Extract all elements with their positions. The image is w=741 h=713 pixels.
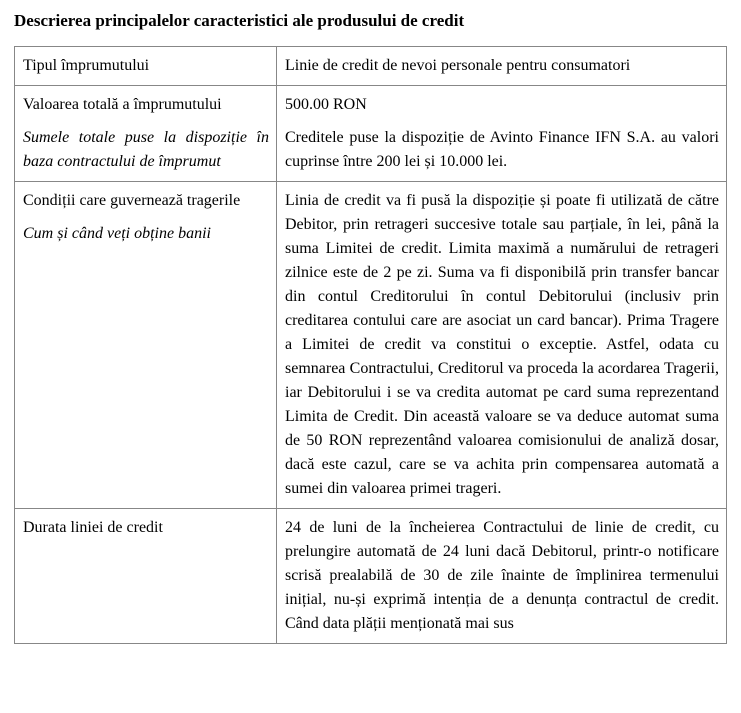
duration-label-cell — [15, 509, 277, 644]
total-value-value-cell — [277, 86, 727, 182]
row-label: Tipul împrumutului — [23, 57, 150, 74]
row-value: Linia de credit va fi pusă la dispoziție și poate fi utilizată de către Debitor, prin retrageri succesive totale sau parțiale, în lei, până la suma Limitei de credit. Limita maximă a numărului de retrageri zilnice este de 2 pe zi. Suma va fi disponibilă prin transfer bancar din contul Creditorului în contul Debitorului (inclusiv prin creditarea contului care are asociat un card bancar). Prima Tragere a Limitei de credit va constitui o exceptie. Astfel, odata cu semnarea Contractului, Creditorul va proceda la acordarea Tragerii, iar Debitorului i se va credita automat pe card suma reprezentand Limita de Credit. Din această valoare se va deduce automat suma de 50 RON reprezentând valoarea comisionului de analiză dosar, dacă este cazul, care se va achita prin compensarea automată a sumei din valoarea primei trageri. — [285, 192, 719, 497]
row-sublabel: Cum și când veți obține banii — [23, 225, 211, 242]
row-label: Valoarea totală a împrumutului — [23, 96, 222, 113]
row-value: 24 de luni de la încheierea Contractului de linie de credit, cu prelungire automată de 24 luni dacă Debitorul, printr-o notificare scrisă prealabilă de 30 de zile înainte de împlinirea termenului inițial, nu-și exprimă intenția de a denunța contractul de credit. Când data plății menționată mai sus — [285, 519, 719, 632]
credit-characteristics-table — [14, 46, 727, 644]
total-value-label-cell — [15, 86, 277, 182]
table-row-total-value — [15, 86, 727, 182]
table-row-credit-line-duration — [15, 509, 727, 644]
row-label: Durata liniei de credit — [23, 519, 163, 536]
duration-value-cell — [277, 509, 727, 644]
row-label: Condiții care guvernează tragerile — [23, 192, 241, 209]
drawdown-value-cell — [277, 182, 727, 509]
row-value: Linie de credit de nevoi personale pentru consumatori — [285, 57, 631, 74]
loan-type-label-cell — [15, 47, 277, 86]
table-row-loan-type — [15, 47, 727, 86]
page-title: Descrierea principalelor caracteristici ale produsului de credit — [14, 11, 465, 30]
row-sublabel: Sumele totale puse la dispoziție în baza contractului de împrumut — [23, 129, 269, 170]
row-value-range: Creditele puse la dispoziție de Avinto Finance IFN S.A. au valori cuprinse între 200 lei și 10.000 lei. — [285, 129, 719, 170]
table-row-drawdown-conditions — [15, 182, 727, 509]
row-value-amount: 500.00 RON — [285, 96, 367, 113]
loan-type-value-cell — [277, 47, 727, 86]
drawdown-label-cell — [15, 182, 277, 509]
